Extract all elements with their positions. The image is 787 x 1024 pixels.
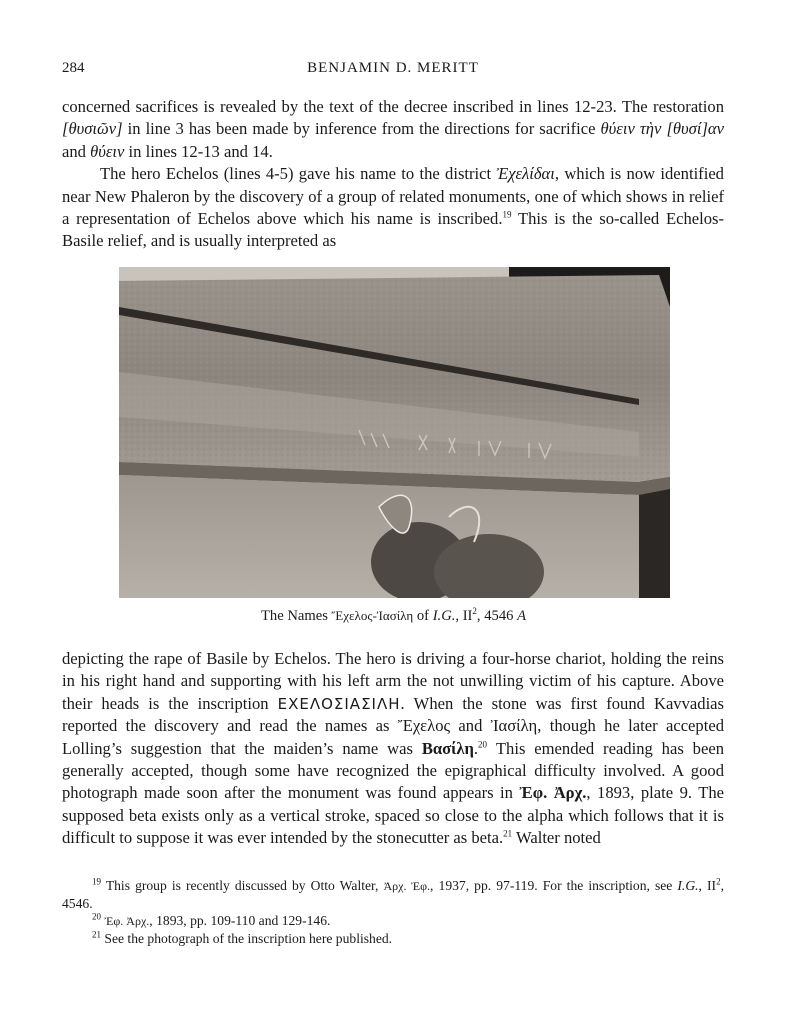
footnotes bbox=[62, 877, 724, 947]
footnote-text: , II bbox=[698, 878, 717, 893]
caption-a: A bbox=[517, 608, 526, 624]
text-run: , though he later accepted Lolling’s suggestion that the maiden’s name was bbox=[62, 716, 724, 758]
greek-text: θύειν τὴν [θυσί]αν bbox=[600, 119, 724, 139]
greek-text: [θυσιῶν] bbox=[62, 119, 123, 139]
caption-text: of bbox=[413, 608, 433, 624]
footnote-text: , 1937, pp. 97-119. For the inscription, see bbox=[430, 878, 678, 893]
footnote-text: This group is recently discussed by Otto Walter, bbox=[101, 878, 384, 893]
footnote-sup: 2 bbox=[716, 876, 721, 887]
text-run: , which is now identified near New Phaleron by the discovery of a group of related monuments, one of which shows in relief a representation of Echelos above which his name is inscribed. bbox=[62, 164, 724, 229]
footnote-text: , 4546. bbox=[62, 878, 724, 911]
greek-text: Ἰασίλη bbox=[490, 716, 538, 736]
relief-photo-svg bbox=[119, 267, 670, 598]
paragraph-3 bbox=[62, 648, 724, 850]
text-run: This emended reading has been generally accepted, though some have recognized the epigraphical difficulty involved. A good photograph made soon after the monument was found appears in bbox=[62, 738, 724, 803]
text-run: . bbox=[473, 738, 479, 758]
text-run: This is the so-called Echelos-Basile relief, and is usually interpreted as bbox=[62, 209, 725, 251]
paragraph-2 bbox=[62, 163, 724, 253]
footnote-text: , 1893, pp. 109-110 and 129-146. bbox=[149, 913, 331, 928]
running-head: BENJAMIN D. MERITT bbox=[307, 60, 479, 76]
footnote-text: See the photograph of the inscription here published. bbox=[101, 931, 393, 946]
greek-text: θύειν bbox=[90, 141, 125, 161]
caption-text: , II bbox=[455, 608, 473, 624]
footnote-number: 21 bbox=[92, 929, 101, 940]
inscription-text: ΕΧΕΛΟΣΙΑΣΙΛΗ bbox=[277, 694, 401, 713]
footnote-19 bbox=[62, 877, 724, 912]
footnote-ig: I.G. bbox=[677, 878, 699, 893]
text-run: in lines 12-13 and 14. bbox=[124, 141, 273, 161]
greek-text: Βασίλη bbox=[421, 738, 474, 758]
page-number: 284 bbox=[62, 60, 85, 76]
caption-ig: I.G. bbox=[432, 608, 456, 624]
text-run: concerned sacrifices is revealed by the text of the decree inscribed in lines 12-23. The restoration bbox=[62, 97, 724, 116]
text-run: , 1893, plate 9. The supposed beta exists only as a vertical stroke, spaced so close to the alpha which follows that it is difficult to suppose it was ever intended by the stonecutter as beta. bbox=[62, 783, 724, 848]
caption-text: The Names bbox=[261, 608, 332, 624]
greek-text: Ἐχελίδαι bbox=[496, 164, 555, 184]
figure-caption bbox=[0, 608, 787, 625]
footnote-ref-20[interactable]: 20 bbox=[478, 739, 488, 750]
page-body bbox=[62, 60, 724, 253]
paragraph-1 bbox=[62, 96, 724, 163]
footnote-21 bbox=[62, 930, 724, 947]
footnote-greek: Ἐφ. Ἀρχ. bbox=[104, 914, 150, 928]
text-run: depicting the rape of Basile by Echelos. The hero is driving a four-horse chariot, holding the reins in his right hand and supporting with his left arm the not unwilling victim of his capture. Above their heads is the inscription bbox=[62, 649, 724, 713]
footnote-number: 20 bbox=[92, 911, 101, 922]
footnote-ref-19[interactable]: 19 bbox=[502, 209, 512, 220]
text-run: and bbox=[450, 716, 491, 736]
footnote-20 bbox=[62, 912, 724, 930]
relief-photograph bbox=[119, 267, 670, 598]
footnote-greek: Ἀρχ. Ἐφ. bbox=[383, 879, 431, 893]
text-run: in line 3 has been made by inference from the directions for sacrifice bbox=[122, 119, 601, 139]
footnote-ref-21[interactable]: 21 bbox=[503, 828, 513, 839]
text-run: Walter noted bbox=[512, 828, 601, 848]
caption-greek: Ἔχελος-Ἰασίλη bbox=[331, 608, 414, 623]
text-run: The hero Echelos (lines 4-5) gave his name to the district bbox=[100, 164, 497, 184]
greek-text: Ἔχελος bbox=[397, 716, 451, 736]
footnote-number: 19 bbox=[92, 876, 101, 887]
body-continued bbox=[62, 648, 724, 850]
text-run: . When the stone was first found Kavvadias reported the discovery and read the names as bbox=[62, 693, 724, 736]
greek-text: Ἐφ. Ἀρχ. bbox=[519, 783, 587, 803]
caption-text: , 4546 bbox=[476, 608, 518, 624]
page-header bbox=[62, 60, 724, 84]
text-run: and bbox=[62, 141, 91, 161]
caption-sup: 2 bbox=[472, 606, 477, 617]
